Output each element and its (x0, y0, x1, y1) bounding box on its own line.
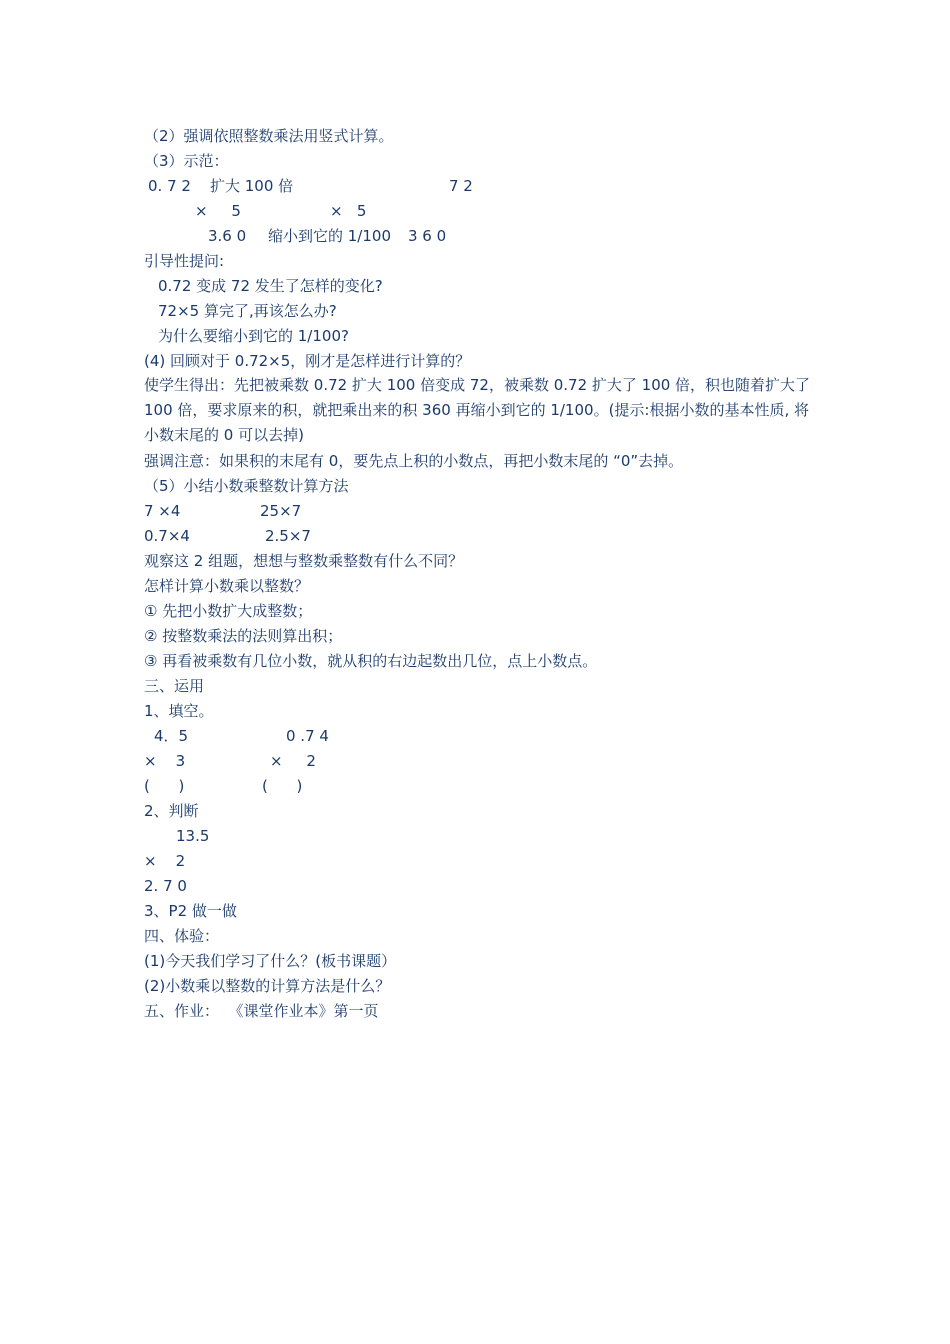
fill-num-2: 0 .7 4 (286, 727, 329, 745)
section-experience-heading: 四、体验： (144, 927, 220, 945)
pair-a2: 25×7 (260, 502, 302, 520)
demo-left-mult: × 5 (195, 202, 241, 220)
demo-right-mult: × 5 (330, 202, 367, 220)
demo-middle-top: 扩大 100 倍 (210, 177, 294, 195)
pair-a1: 7 ×4 (144, 502, 181, 520)
line-judge-heading: 2、判断 (144, 802, 199, 820)
line-review: (4) 回顾对于 0.72×5，刚才是怎样进行计算的？ (144, 352, 471, 370)
line-question-1: 0.72 变成 72 发生了怎样的变化? (158, 277, 383, 295)
demo-right-top: 7 2 (449, 177, 473, 195)
line-how-to-calc: 怎样计算小数乘以整数？ (144, 577, 310, 595)
line-guiding-questions: 引导性提问: (144, 252, 225, 270)
fill-num-1: 4．5 (154, 727, 189, 745)
line-step-1: ① 先把小数扩大成整数； (144, 602, 313, 620)
fill-blank-2: ( ) (262, 777, 303, 795)
section-apply-heading: 三、运用 (144, 677, 205, 695)
line-step-2: ② 按整数乘法的法则算出积； (144, 627, 343, 645)
line-emphasize-vertical-calc: （2）强调依照整数乘法用竖式计算。 (144, 127, 394, 145)
line-p2-exercise: 3、P2 做一做 (144, 902, 237, 920)
section-homework: 五、作业： 《课堂作业本》第一页 (144, 1002, 379, 1020)
demo-right-result: 3 6 0 (408, 227, 447, 245)
demo-left-top: 0. 7 2 (148, 177, 191, 195)
paragraph-student-conclusion: 使学生得出：先把被乘数 0.72 扩大 100 倍变成 72，被乘数 0.72 扩大了 100 倍，积也随着扩大了 100 倍，要求原来的积，就把乘出来的积 360 再缩小到它的 1/100。(提示:根据小数的基本性质, 将小数末尾的 0 可以去掉) (144, 376, 811, 444)
pair-b1: 0.7×4 (144, 527, 190, 545)
judge-mult: × 2 (144, 852, 186, 870)
line-summary-heading: （5）小结小数乘整数计算方法 (144, 477, 349, 495)
demo-left-result: 3.6 0 (208, 227, 247, 245)
line-experience-1: (1)今天我们学习了什么？(板书课题） (144, 952, 397, 970)
line-observe: 观察这 2 组题，想想与整数乘整数有什么不同？ (144, 552, 464, 570)
demo-middle-bottom: 缩小到它的 1/100 (268, 227, 391, 245)
line-step-3: ③ 再看被乘数有几位小数，就从积的右边起数出几位，点上小数点。 (144, 652, 598, 670)
line-question-3: 为什么要缩小到它的 1/100? (158, 327, 349, 345)
line-demo-heading: （3）示范： (144, 152, 229, 170)
pair-b2: 2.5×7 (265, 527, 311, 545)
line-fill-blank-heading: 1、填空。 (144, 702, 214, 720)
judge-num: 13.5 (176, 827, 210, 845)
fill-blank-1: ( ) (144, 777, 185, 795)
line-emphasize-note: 强调注意：如果积的末尾有 0，要先点上积的小数点，再把小数末尾的 “0”去掉。 (144, 452, 684, 470)
line-experience-2: (2)小数乘以整数的计算方法是什么？ (144, 977, 391, 995)
judge-result: 2. 7 0 (144, 877, 187, 895)
fill-mult-1: × 3 (144, 752, 186, 770)
line-question-2: 72×5 算完了,再该怎么办? (158, 302, 337, 320)
fill-mult-2: × 2 (270, 752, 316, 770)
